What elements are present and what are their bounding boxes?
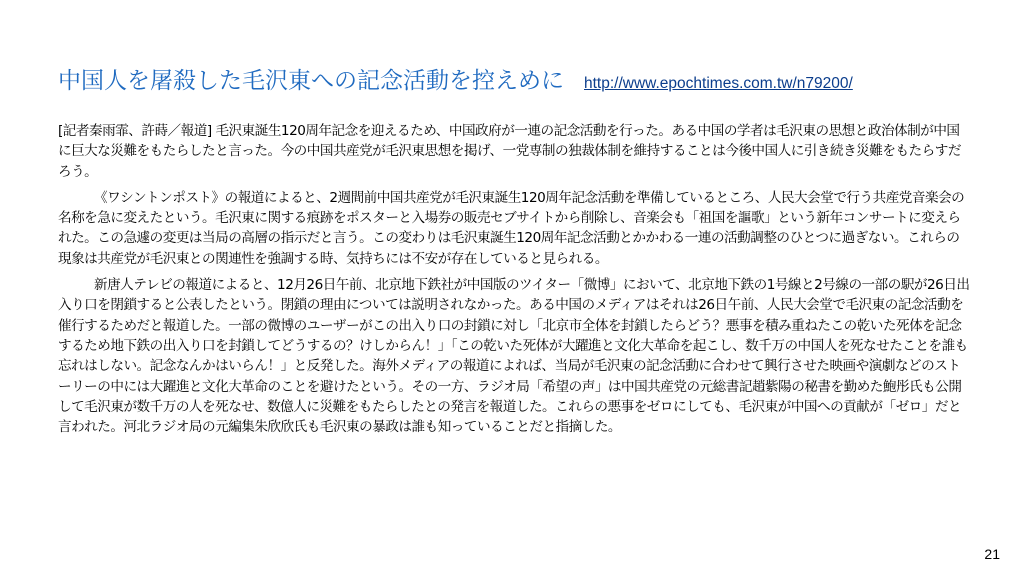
body-text	[58, 121, 970, 443]
paragraph-2: 《ワシントンポスト》の報道によると、2週間前中国共産党が毛沢東誕生120周年記念活動を準備しているところ、人民大会堂で行う共産党音楽会の名称を急に変えたという。毛沢東に関する痕跡をポスターと入場券の販売セブサイトから削除し、音楽会も「祖国を謳歌」という新年コンサートに変えられた。この急遽の変更は当局の高層の指示だと言う。この変わりは毛沢東誕生120周年記念活動とかかわる一連の活動調整のひとつに過ぎない。これらの現象は共産党が毛沢東との関連性を強調する時、気持ちには不安が存在していると見られる。	[58, 189, 965, 267]
slide-title: 中国人を屠殺した毛沢東への記念活動を控えめに	[58, 68, 564, 94]
title-row	[58, 62, 998, 96]
page-number: 21	[984, 546, 1000, 562]
paragraph-1: [記者秦雨霏、許蒔／報道] 毛沢東誕生120周年記念を迎えるため、中国政府が一連の記念活動を行った。ある中国の学者は毛沢東の思想と政治体制が中国に巨大な災難をもたらしたと言った。今の中国共産党が毛沢東思想を掲げ、一党専制の独裁体制を維持することは今後中国人に引き続き災難をもたらすだろう。	[58, 123, 961, 180]
paragraph-3: 新唐人テレビの報道によると、12月26日午前、北京地下鉄社が中国版のツイター「微博」において、北京地下鉄の1号線と2号線の一部の駅が26日出入り口を閉鎖すると公表したという。閉鎖の理由については説明されなかった。ある中国のメディアはそれは26日午前、人民大会堂で毛沢東の記念活動を催行するためだと報道した。一部の微博のユーザーがこの出入り口の封鎖に対し「北京市全体を封鎖したらどう？悪事を積み重ねたこの乾いた死体を記念するため地下鉄の出入り口を封鎖してどうするの？けしからん！」「この乾いた死体が大躍進と文化大革命を起こし、数千万の中国人を死なせたことを誰も忘れはしない。記念なんかはいらん！」と反発した。海外メディアの報道によれば、当局が毛沢東の記念活動に合わせて興行させた映画や演劇などのストーリーの中には大躍進と文化大革命のことを避けたという。その一方、ラジオ局「希望の声」は中国共産党の元総書記趙紫陽の秘書を勤めた鮑彤氏も公開して毛沢東が数千万の人を死なせ、数億人に災難をもたらしたとの発言を報道した。これらの悪事をゼロにしても、毛沢東が中国への貢献が「ゼロ」だと言われた。河北ラジオ局の元編集朱欣欣氏も毛沢東の暴政は誰も知っていることだと指摘した。	[58, 277, 970, 436]
source-link[interactable]: http://www.epochtimes.com.tw/n79200/	[584, 75, 853, 92]
